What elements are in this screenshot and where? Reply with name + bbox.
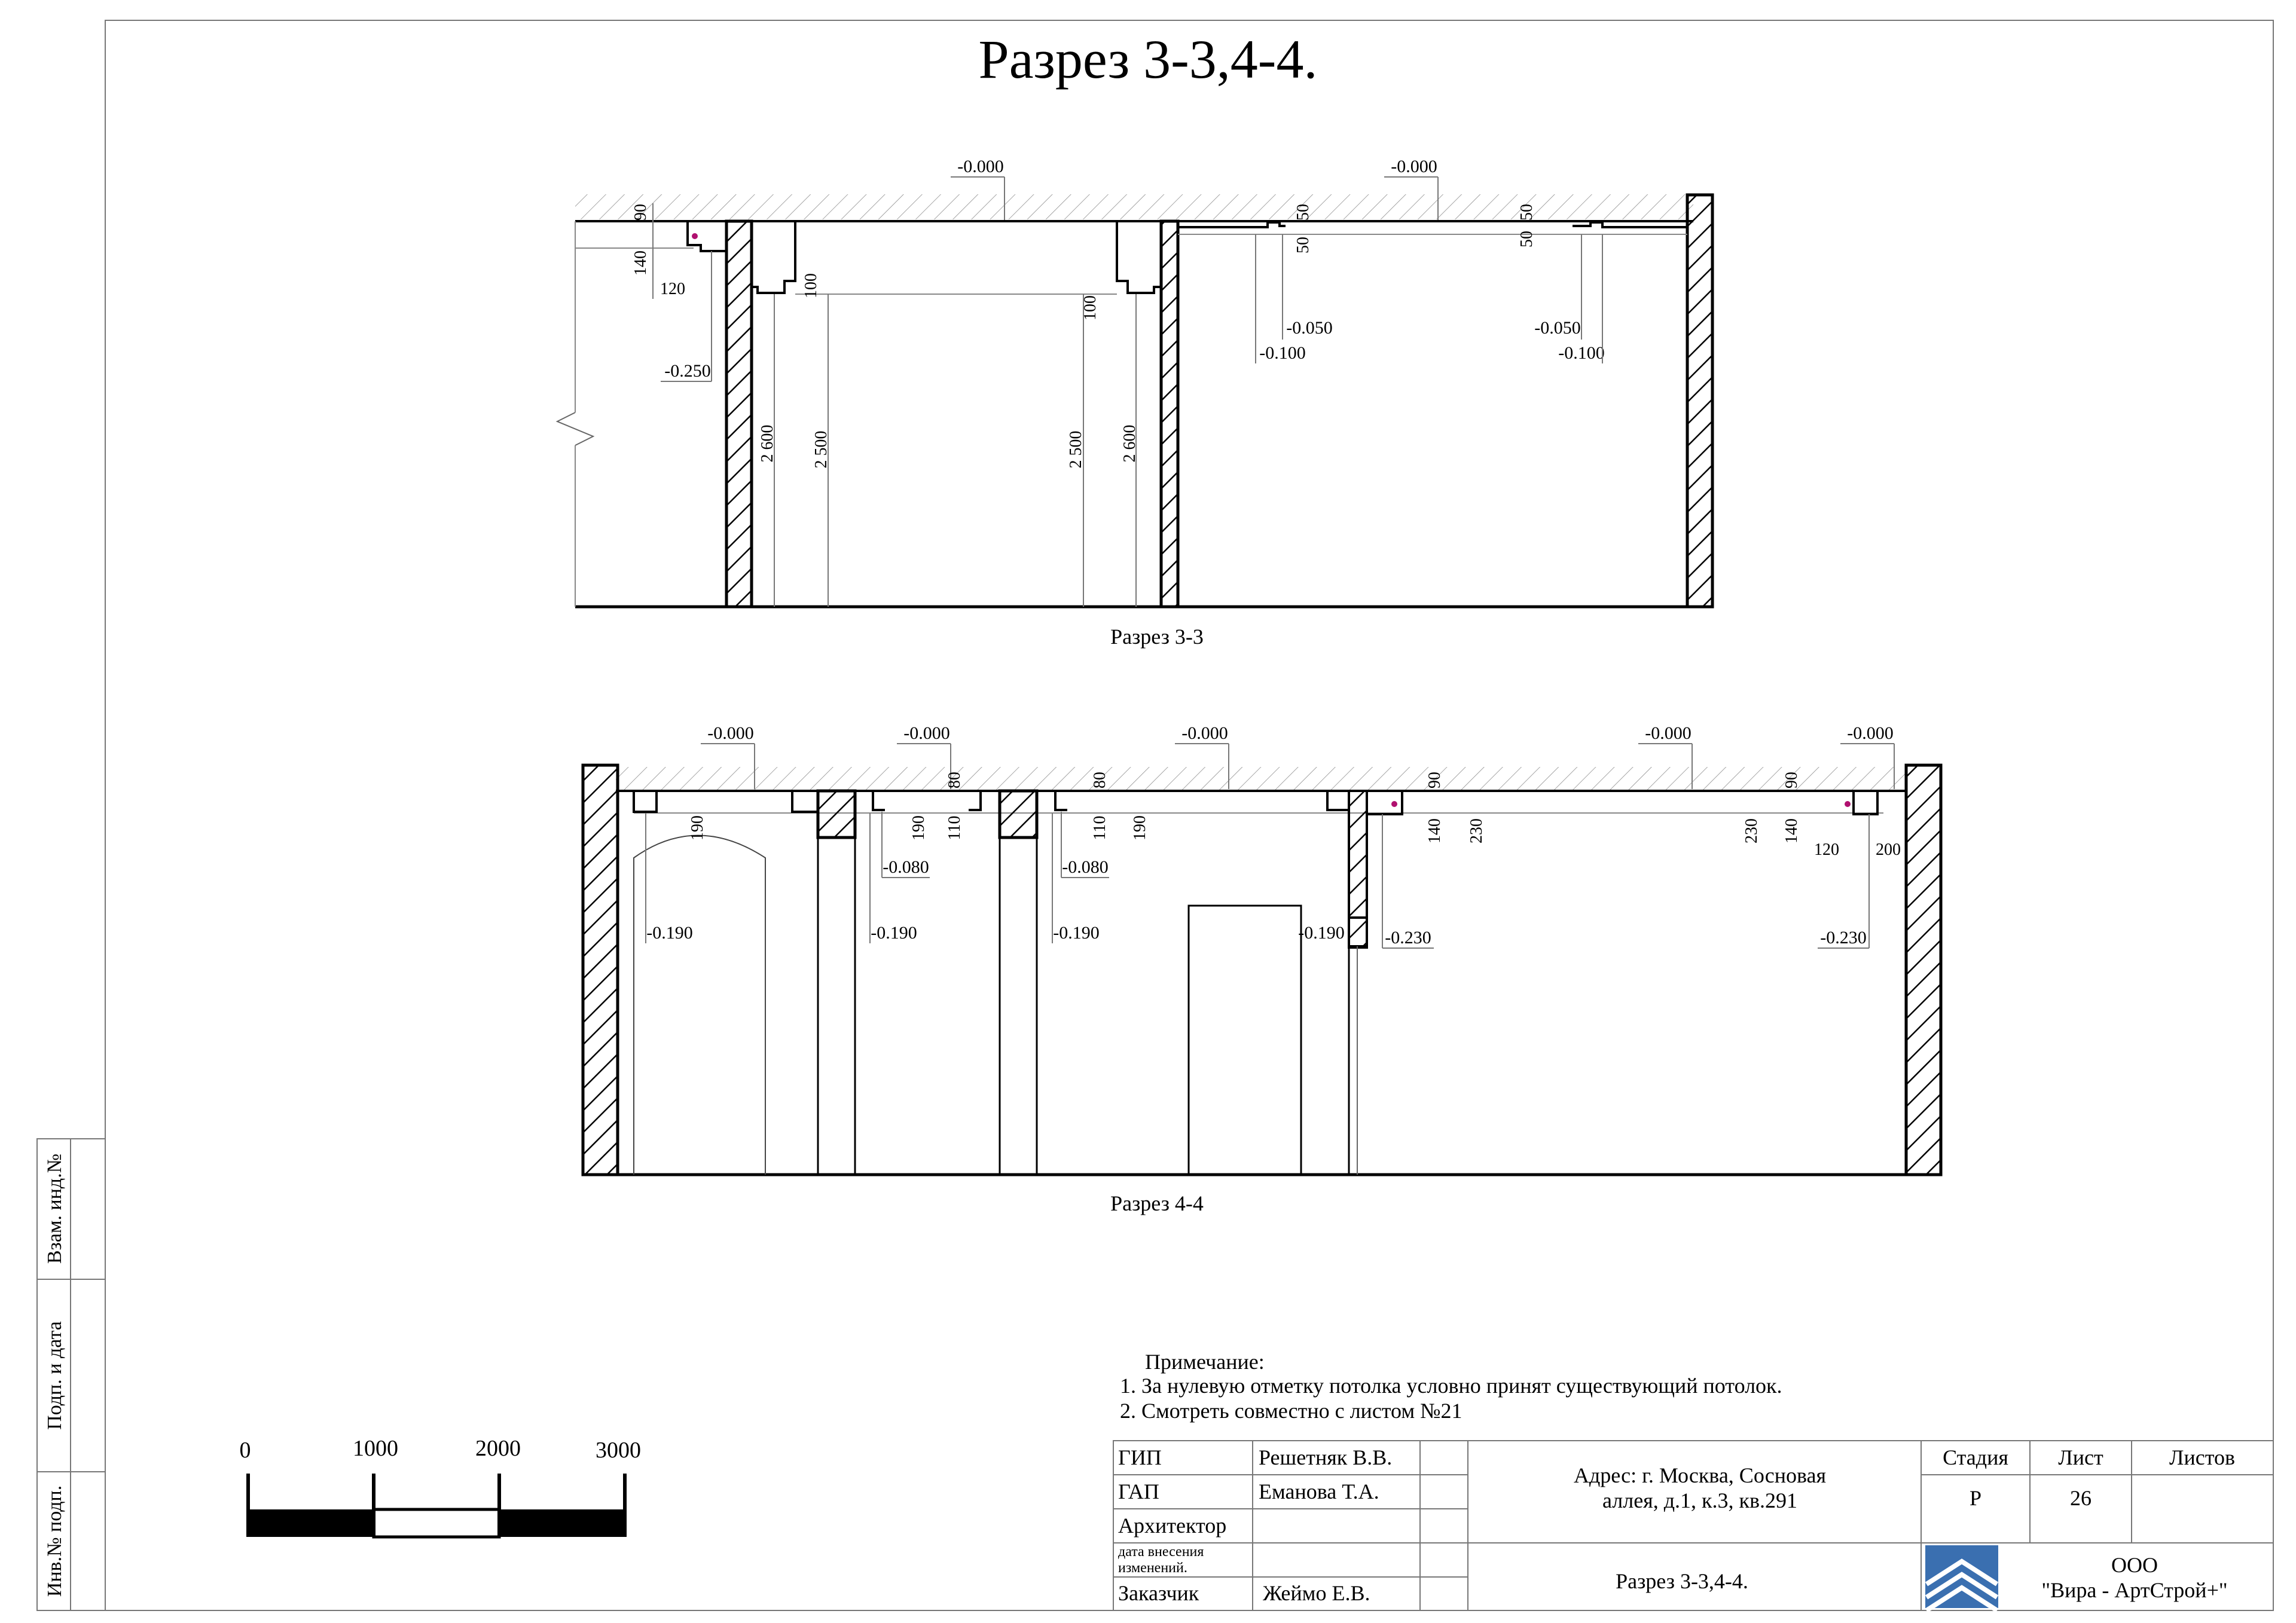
level-mark: -0.100 — [1259, 343, 1306, 363]
wall-3-3-right — [1687, 195, 1712, 607]
level-mark-zero: -0.000 — [1847, 723, 1894, 743]
tb-sheet-name: Разрез 3-3,4-4. — [1616, 1569, 1748, 1593]
cornice — [855, 791, 885, 810]
dim-label: 120 — [660, 280, 685, 298]
cornice — [1327, 791, 1349, 810]
tb-role: ГИП — [1118, 1445, 1162, 1469]
tb-header: Стадия — [1943, 1445, 2008, 1469]
level-mark: -0.250 — [664, 361, 711, 381]
cornice — [1854, 791, 1906, 814]
dim-label: 2 600 — [758, 424, 777, 463]
dim-label: 50 — [1518, 231, 1536, 247]
scale-label: 1000 — [353, 1436, 398, 1461]
section-caption: Разрез 4-4 — [1110, 1191, 1204, 1215]
tb-company: "Вира - АртСтрой+" — [2041, 1578, 2228, 1602]
tb-name: Еманова Т.А. — [1259, 1480, 1379, 1503]
partition — [1349, 791, 1367, 947]
dim-label: 90 — [1782, 772, 1801, 788]
tb-sheet-value: 26 — [2070, 1486, 2092, 1510]
level-mark-zero: -0.000 — [957, 157, 1004, 176]
scale-label: 0 — [239, 1438, 251, 1463]
dim-label: 100 — [802, 273, 820, 298]
dim-label: 80 — [1091, 772, 1109, 788]
dim-label: 190 — [688, 815, 707, 840]
notes — [1120, 1350, 1782, 1423]
dim-label: 100 — [1081, 295, 1100, 320]
company-logo — [1925, 1545, 1998, 1610]
arch-opening — [634, 836, 765, 1175]
tb-role: дата внесения — [1118, 1544, 1204, 1560]
wall-3-3-mid — [1161, 221, 1178, 607]
level-mark: -0.230 — [1820, 928, 1867, 947]
column-2 — [1000, 791, 1037, 838]
tb-role: изменений. — [1118, 1560, 1187, 1576]
beam-left-3-3 — [752, 221, 795, 293]
tb-name: Решетняк В.В. — [1259, 1445, 1393, 1469]
dim-label: 50 — [1294, 237, 1312, 253]
cornice — [634, 791, 657, 812]
dim-label: 90 — [1425, 772, 1444, 788]
level-mark: -0.190 — [646, 923, 693, 943]
scale-bar — [240, 1436, 642, 1537]
level-mark: -0.190 — [1298, 923, 1345, 943]
level-mark-zero: -0.000 — [1391, 157, 1437, 176]
title-block — [1113, 1441, 2273, 1610]
tb-role: ГАП — [1118, 1480, 1159, 1503]
dim-label: 140 — [1782, 818, 1801, 843]
level-mark-zero: -0.000 — [707, 723, 754, 743]
tb-stage-value: Р — [1969, 1486, 1982, 1510]
scale-label: 2000 — [475, 1436, 521, 1461]
dim-label: 50 — [1518, 204, 1536, 221]
dim-label: 230 — [1742, 818, 1761, 843]
tb-company: ООО — [2111, 1553, 2158, 1577]
dim-label: 190 — [909, 815, 928, 840]
wall-3-3-left — [726, 221, 752, 607]
section-4-4 — [583, 723, 1941, 1215]
cornice — [969, 791, 1000, 810]
break-line — [557, 412, 593, 445]
side-stamp — [37, 1139, 105, 1610]
door-opening — [1189, 906, 1301, 1175]
column-1 — [818, 791, 855, 838]
tb-address: аллея, д.1, к.3, кв.291 — [1602, 1488, 1798, 1512]
dim-label: 140 — [1425, 818, 1444, 843]
level-mark: -0.050 — [1534, 318, 1581, 338]
dim-label: 110 — [945, 815, 964, 840]
dim-label: 50 — [1294, 204, 1312, 221]
side-stamp-label: Взам. инд.№ — [44, 1153, 66, 1264]
tb-address: Адрес: г. Москва, Сосновая — [1573, 1463, 1827, 1487]
scale-label: 3000 — [596, 1438, 641, 1463]
ceiling-step-3-3-a — [1178, 222, 1286, 227]
tb-name: Жеймо Е.В. — [1263, 1581, 1370, 1605]
section-caption: Разрез 3-3 — [1110, 625, 1204, 649]
tb-header: Лист — [2058, 1445, 2103, 1469]
dim-label: 90 — [631, 204, 650, 221]
level-mark: -0.100 — [1558, 343, 1605, 363]
level-mark: -0.230 — [1385, 928, 1431, 947]
tb-header: Листов — [2169, 1445, 2235, 1469]
tb-role: Архитектор — [1118, 1514, 1227, 1538]
marker-dot-4-4-right — [1845, 801, 1851, 807]
tb-role: Заказчик — [1118, 1581, 1199, 1605]
cornice — [1037, 791, 1067, 810]
page-title: Разрез 3-3,4-4. — [978, 29, 1318, 90]
level-mark-zero: -0.000 — [1181, 723, 1228, 743]
marker-dot-4-4-left — [1391, 801, 1397, 807]
notes-heading: Примечание: — [1145, 1350, 1265, 1374]
wall-4-4-left — [583, 765, 618, 1175]
dim-label: 120 — [1814, 840, 1839, 859]
level-mark: -0.190 — [871, 923, 917, 943]
section-3-3 — [557, 157, 1712, 649]
dim-label: 140 — [631, 250, 650, 276]
scale-segment-2 — [374, 1509, 499, 1537]
scale-segment-3 — [499, 1509, 625, 1537]
dim-label: 230 — [1467, 818, 1486, 843]
marker-dot-3-3 — [692, 233, 698, 239]
level-mark-zero: -0.000 — [903, 723, 950, 743]
scale-segment-1 — [248, 1509, 374, 1537]
beam-right-3-3 — [1117, 221, 1161, 293]
dim-label: 200 — [1876, 840, 1901, 859]
level-mark-zero: -0.000 — [1645, 723, 1692, 743]
dim-label: 2 500 — [812, 430, 831, 469]
cornice — [792, 791, 818, 812]
slab-hatch-4-4 — [616, 767, 1907, 791]
notes-item: 1. За нулевую отметку потолка условно принят существующий потолок. — [1120, 1374, 1782, 1398]
level-mark: -0.080 — [1062, 857, 1109, 877]
dim-label: 2 600 — [1120, 424, 1139, 463]
ceiling-step-3-3-b — [1573, 222, 1687, 227]
side-stamp-label: Инв.№ подп. — [44, 1485, 66, 1597]
wall-4-4-right — [1906, 765, 1941, 1175]
dim-label: 80 — [945, 772, 964, 788]
dim-label: 110 — [1091, 815, 1109, 840]
level-mark: -0.080 — [883, 857, 929, 877]
level-mark: -0.190 — [1053, 923, 1100, 943]
dim-label: 190 — [1131, 815, 1149, 840]
notes-item: 2. Смотреть совместно с листом №21 — [1120, 1399, 1463, 1423]
dim-label: 2 500 — [1067, 430, 1085, 469]
side-stamp-label: Подп. и дата — [44, 1321, 66, 1430]
level-mark: -0.050 — [1286, 318, 1333, 338]
